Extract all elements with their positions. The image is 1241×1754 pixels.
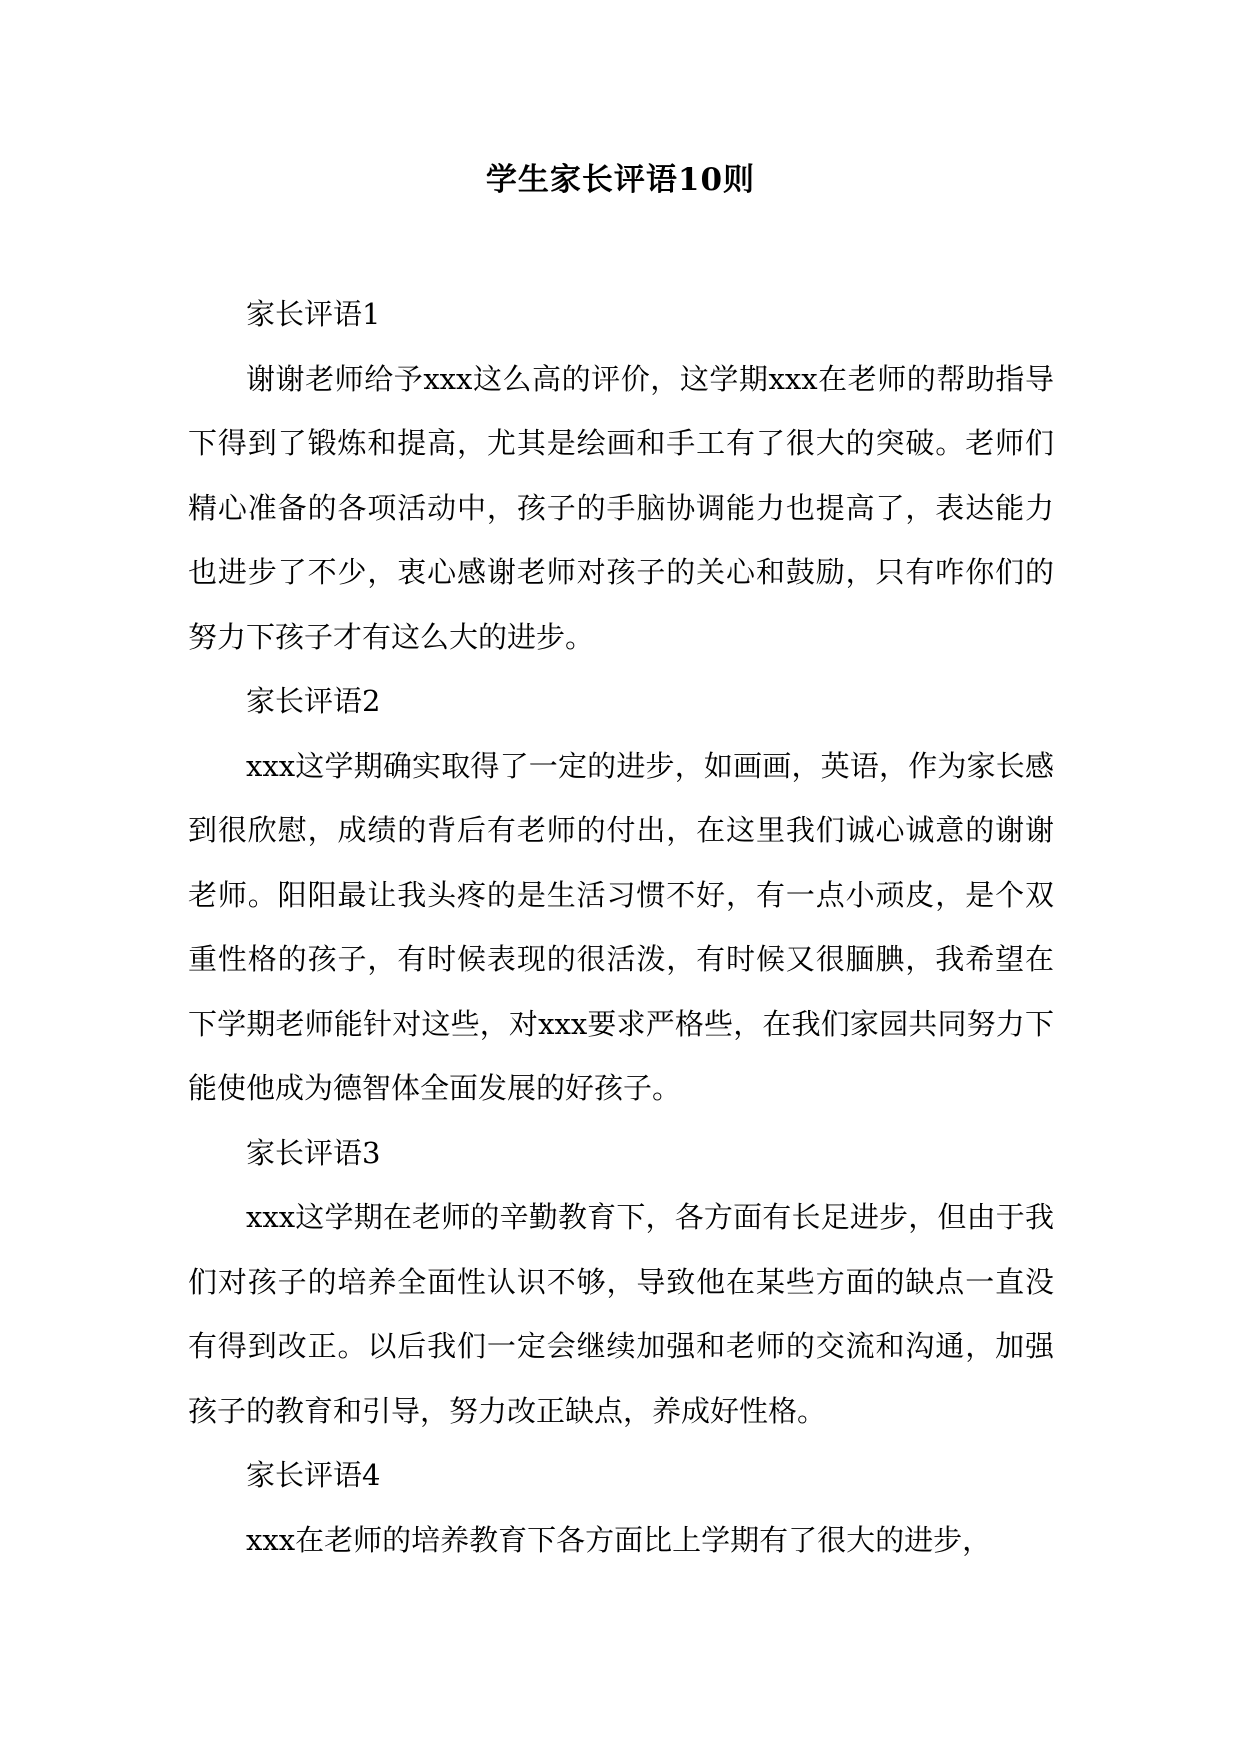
- section-heading: 家长评语2: [246, 684, 381, 718]
- section-paragraph: xxx这学期在老师的辛勤教育下，各方面有长足进步，但由于我们对孩子的培养全面性认识不够，导致他在某些方面的缺点一直没有得到改正。以后我们一定会继续加强和老师的交流和沟通，加强孩子的教育和引导，努力改正缺点，养成好性格。: [188, 1200, 1054, 1428]
- section-paragraph: xxx在老师的培养教育下各方面比上学期有了很大的进步，: [246, 1522, 992, 1557]
- document-body: [188, 282, 1054, 1572]
- document-title: 学生家长评语10则: [485, 162, 756, 198]
- section-paragraph: 谢谢老师给予xxx这么高的评价，这学期xxx在老师的帮助指导下得到了锻炼和提高，尤其是绘画和手工有了很大的突破。老师们精心准备的各项活动中，孩子的手脑协调能力也提高了，表达能力也进步了不少，衷心感谢老师对孩子的关心和鼓励，只有咋你们的努力下孩子才有这么大的进步。: [188, 361, 1054, 654]
- section-heading: 家长评语4: [246, 1458, 381, 1492]
- section-heading: 家长评语1: [246, 297, 381, 331]
- section-heading: 家长评语3: [246, 1135, 381, 1170]
- section-paragraph: xxx这学期确实取得了一定的进步，如画画，英语，作为家长感到很欣慰，成绩的背后有老师的付出，在这里我们诚心诚意的谢谢老师。阳阳最让我头疼的是生活习惯不好，有一点小顽皮，是个双重性格的孩子，有时候表现的很活泼，有时候又很腼腆，我希望在下学期老师能针对这些，对xxx要求严格些，在我们家园共同努力下能使他成为德智体全面发展的好孩子。: [188, 748, 1054, 1105]
